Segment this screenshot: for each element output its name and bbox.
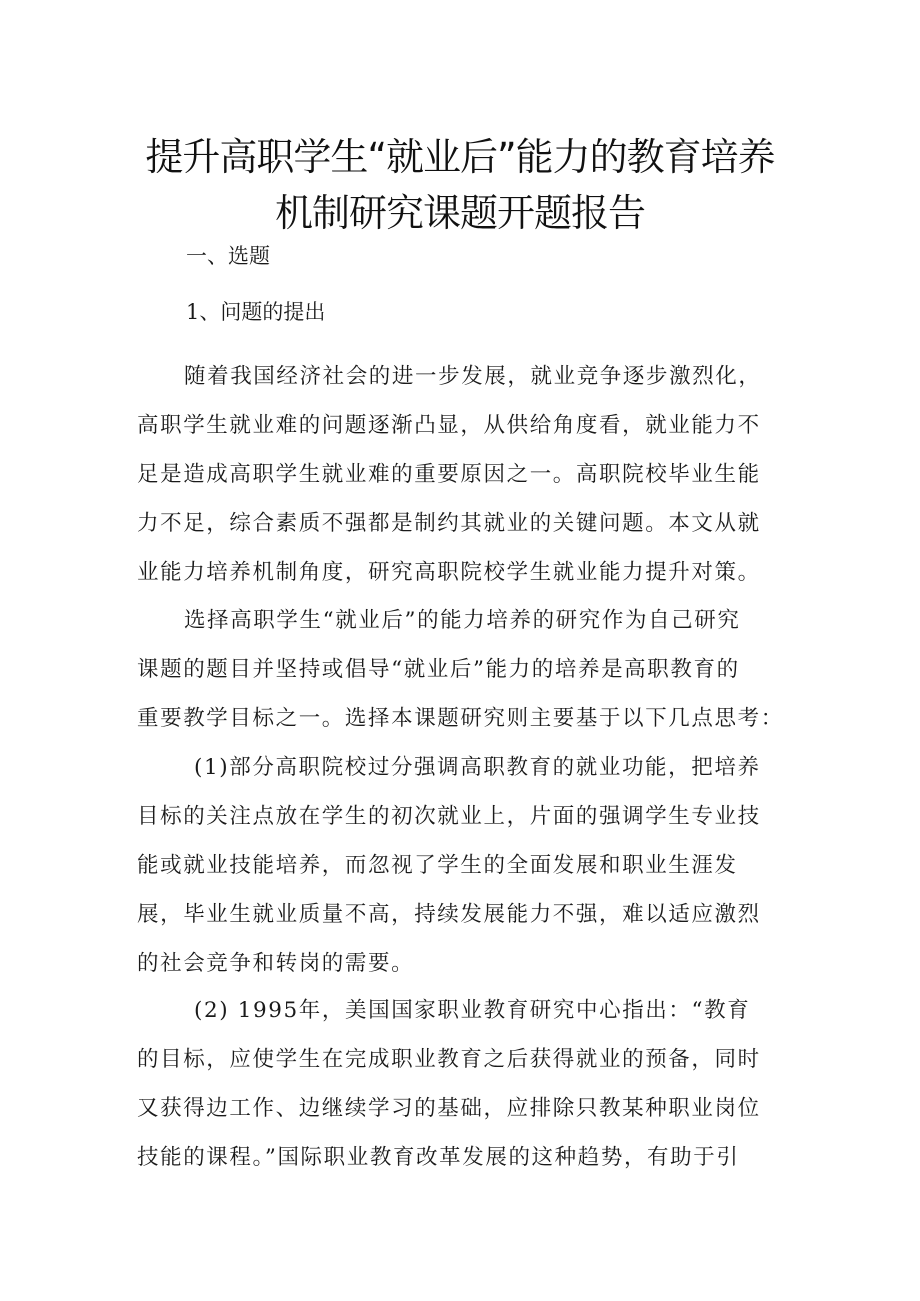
paragraph-line: 的目标，应使学生在完成职业教育之后获得就业的预备，同时 (137, 1047, 761, 1072)
document-title-line-1: 提升高职学生“就业后”能力的教育培养 (145, 135, 775, 179)
subsection-heading: 1、问题的提出 (186, 300, 326, 324)
paragraph-line: 高职学生就业难的问题逐渐凸显，从供给角度看，就业能力不 (137, 413, 761, 438)
paragraph-line: 力不足，综合素质不强都是制约其就业的关键问题。本文从就 (137, 511, 761, 536)
paragraph-line: 技能的课程。”国际职业教育改革发展的这种趋势，有助于引 (137, 1145, 740, 1170)
paragraph-line: 业能力培养机制角度，研究高职院校学生就业能力提升对策。 (137, 560, 761, 585)
paragraph-4 (137, 986, 777, 1182)
paragraph-line: 足是造成高职学生就业难的重要原因之一。高职院校毕业生能 (137, 462, 761, 487)
paragraph-line: 选择高职学生“就业后”的能力培养的研究作为自己研究 (184, 608, 741, 633)
paragraph-1 (137, 352, 777, 597)
paragraph-line: (1)部分高职院校过分强调高职教育的就业功能，把培养 (194, 755, 761, 780)
section-heading: 一、选题 (186, 244, 270, 268)
paragraph-line: 的社会竞争和转岗的需要。 (137, 951, 415, 976)
paragraph-line: 展，毕业生就业质量不高，持续发展能力不强，难以适应激烈 (137, 902, 761, 927)
paragraph-3 (137, 743, 777, 988)
paragraph-line: (2) 1995年，美国国家职业教育研究中心指出：“教育 (194, 998, 751, 1023)
paragraph-line: 随着我国经济社会的进一步发展，就业竞争逐步激烈化， (184, 364, 762, 389)
paragraph-line: 能或就业技能培养，而忽视了学生的全面发展和职业生涯发 (137, 853, 738, 878)
paragraph-line: 课题的题目并坚持或倡导“就业后”能力的培养是高职教育的 (137, 657, 740, 682)
document-title-line-2: 机制研究课题开题报告 (274, 191, 645, 235)
paragraph-line: 又获得边工作、边继续学习的基础，应排除只教某种职业岗位 (137, 1096, 761, 1121)
paragraph-line: 目标的关注点放在学生的初次就业上，片面的强调学生专业技 (137, 804, 761, 829)
paragraph-line: 重要教学目标之一。选择本课题研究则主要基于以下几点思考： (137, 706, 784, 731)
paragraph-2 (137, 596, 784, 743)
